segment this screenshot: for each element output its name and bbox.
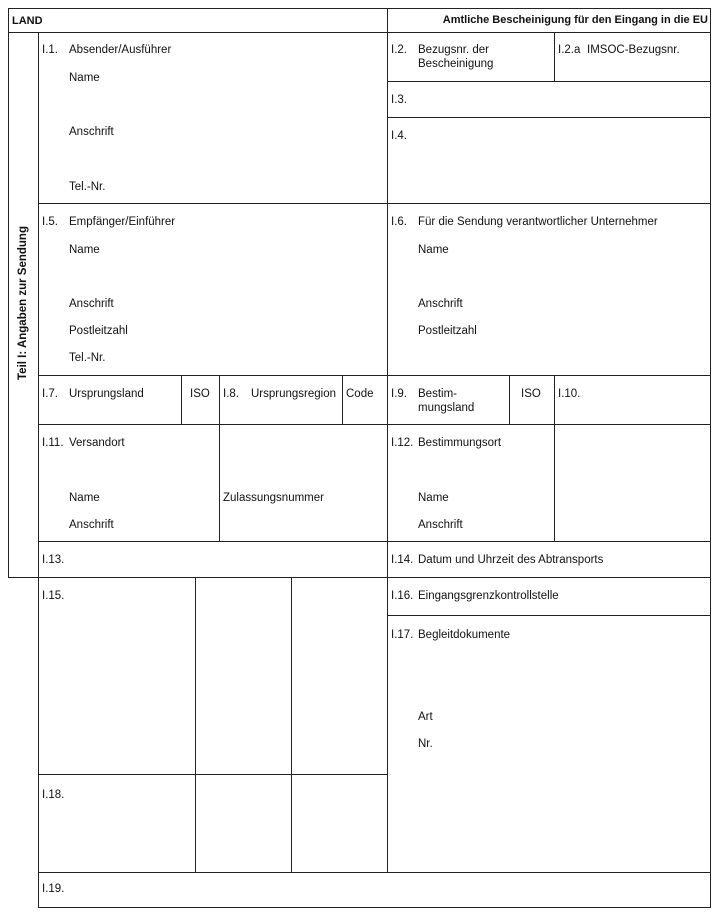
i16-number: I.16. — [391, 590, 414, 602]
i8-title: Ursprungsregion — [251, 388, 337, 400]
i6-number: I.6. — [391, 216, 407, 228]
rule-row1-bottom — [38, 203, 711, 204]
i5-name-label: Name — [69, 244, 100, 256]
i14-number: I.14. — [391, 554, 414, 566]
i2-title-line2: Bescheinigung — [418, 58, 494, 70]
i18-number: I.18. — [42, 789, 65, 801]
i16-title: Eingangsgrenzkontrollstelle — [418, 590, 559, 602]
i11-title: Versandort — [69, 437, 125, 449]
i5-address-label: Anschrift — [69, 298, 114, 310]
rule-header-bottom — [8, 32, 711, 33]
i5-number: I.5. — [42, 216, 58, 228]
i2-title-line1: Bezugsnr. der — [418, 44, 489, 56]
i11-name-label: Name — [69, 492, 100, 504]
i1-number: I.1. — [42, 44, 58, 56]
rule-i7-iso — [181, 375, 182, 425]
rule-i11-split — [219, 424, 220, 542]
rule-i8-code — [342, 375, 343, 425]
i2a-number: I.2.a — [558, 44, 581, 56]
i1-name-label: Name — [69, 72, 100, 84]
i5-title: Empfänger/Einführer — [69, 216, 176, 228]
i17-number-label: Nr. — [418, 738, 433, 750]
i10-number: I.10. — [558, 388, 581, 400]
rule-left-outer — [8, 8, 9, 578]
i9-number: I.9. — [391, 388, 407, 400]
i6-address-label: Anschrift — [418, 298, 463, 310]
i12-title: Bestimmungsort — [418, 437, 502, 449]
i1-tel-label: Tel.-Nr. — [69, 181, 106, 193]
rule-i12-split — [554, 424, 555, 542]
rule-i15-col2 — [291, 577, 292, 873]
i11-number: I.11. — [42, 437, 64, 449]
i19-number: I.19. — [42, 883, 65, 895]
i7-title: Ursprungsland — [69, 388, 144, 400]
i2-number: I.2. — [391, 44, 407, 56]
i12-number: I.12. — [391, 437, 414, 449]
i6-name-label: Name — [418, 244, 449, 256]
rule-i16-bottom — [387, 615, 711, 616]
rule-right — [710, 8, 711, 908]
rule-left-inner — [38, 32, 39, 908]
i3-number: I.3. — [391, 94, 407, 106]
part1-label: Teil I: Angaben zur Sendung — [17, 226, 29, 380]
i17-title: Begleitdokumente — [418, 629, 511, 641]
rule-top — [8, 8, 711, 9]
i1-title: Absender/Ausführer — [69, 44, 172, 56]
rule-i15-bottom — [38, 774, 387, 775]
i17-type-label: Art — [418, 711, 433, 723]
i8-code-label: Code — [346, 388, 374, 400]
certificate-title: Amtliche Bescheinigung für den Eingang in die EU — [442, 14, 708, 26]
i9-title-line2: mungsland — [418, 402, 475, 414]
rule-i15-col1 — [195, 577, 196, 873]
rule-row4-bottom — [38, 541, 711, 542]
i17-number: I.17. — [391, 629, 414, 641]
rule-i10-start — [554, 375, 555, 425]
rule-i9-iso — [509, 375, 510, 425]
i5-postcode-label: Postleitzahl — [69, 325, 128, 337]
i14-title: Datum und Uhrzeit des Abtransports — [418, 554, 604, 566]
rule-i8-start — [219, 375, 220, 425]
rule-i19-bottom — [38, 907, 711, 908]
i6-title: Für die Sendung verantwortlicher Unternehmer — [418, 216, 658, 228]
rule-center — [387, 8, 388, 873]
rule-row5-bottom — [8, 577, 711, 578]
i4-number: I.4. — [391, 130, 407, 142]
i6-postcode-label: Postleitzahl — [418, 325, 477, 337]
i11-address-label: Anschrift — [69, 519, 114, 531]
country-label: LAND — [12, 15, 43, 27]
i9-title-line1: Bestim- — [418, 388, 457, 400]
rule-i2-bottom — [387, 81, 711, 82]
i15-number: I.15. — [42, 590, 65, 602]
rule-row2-bottom — [38, 375, 711, 376]
rule-i18-bottom — [38, 872, 711, 873]
i12-name-label: Name — [418, 492, 449, 504]
rule-i3-bottom — [387, 117, 711, 118]
i1-address-label: Anschrift — [69, 126, 114, 138]
i5-tel-label: Tel.-Nr. — [69, 352, 106, 364]
i7-iso-label: ISO — [190, 388, 210, 400]
i7-number: I.7. — [42, 388, 58, 400]
i9-iso-label: ISO — [521, 388, 541, 400]
i12-address-label: Anschrift — [418, 519, 463, 531]
rule-i2-split — [554, 32, 555, 82]
i2a-title: IMSOC-Bezugsnr. — [587, 44, 680, 56]
i8-number: I.8. — [223, 388, 239, 400]
i11-approval-label: Zulassungsnummer — [223, 492, 324, 504]
rule-row3-bottom — [38, 424, 711, 425]
i13-number: I.13. — [42, 554, 65, 566]
